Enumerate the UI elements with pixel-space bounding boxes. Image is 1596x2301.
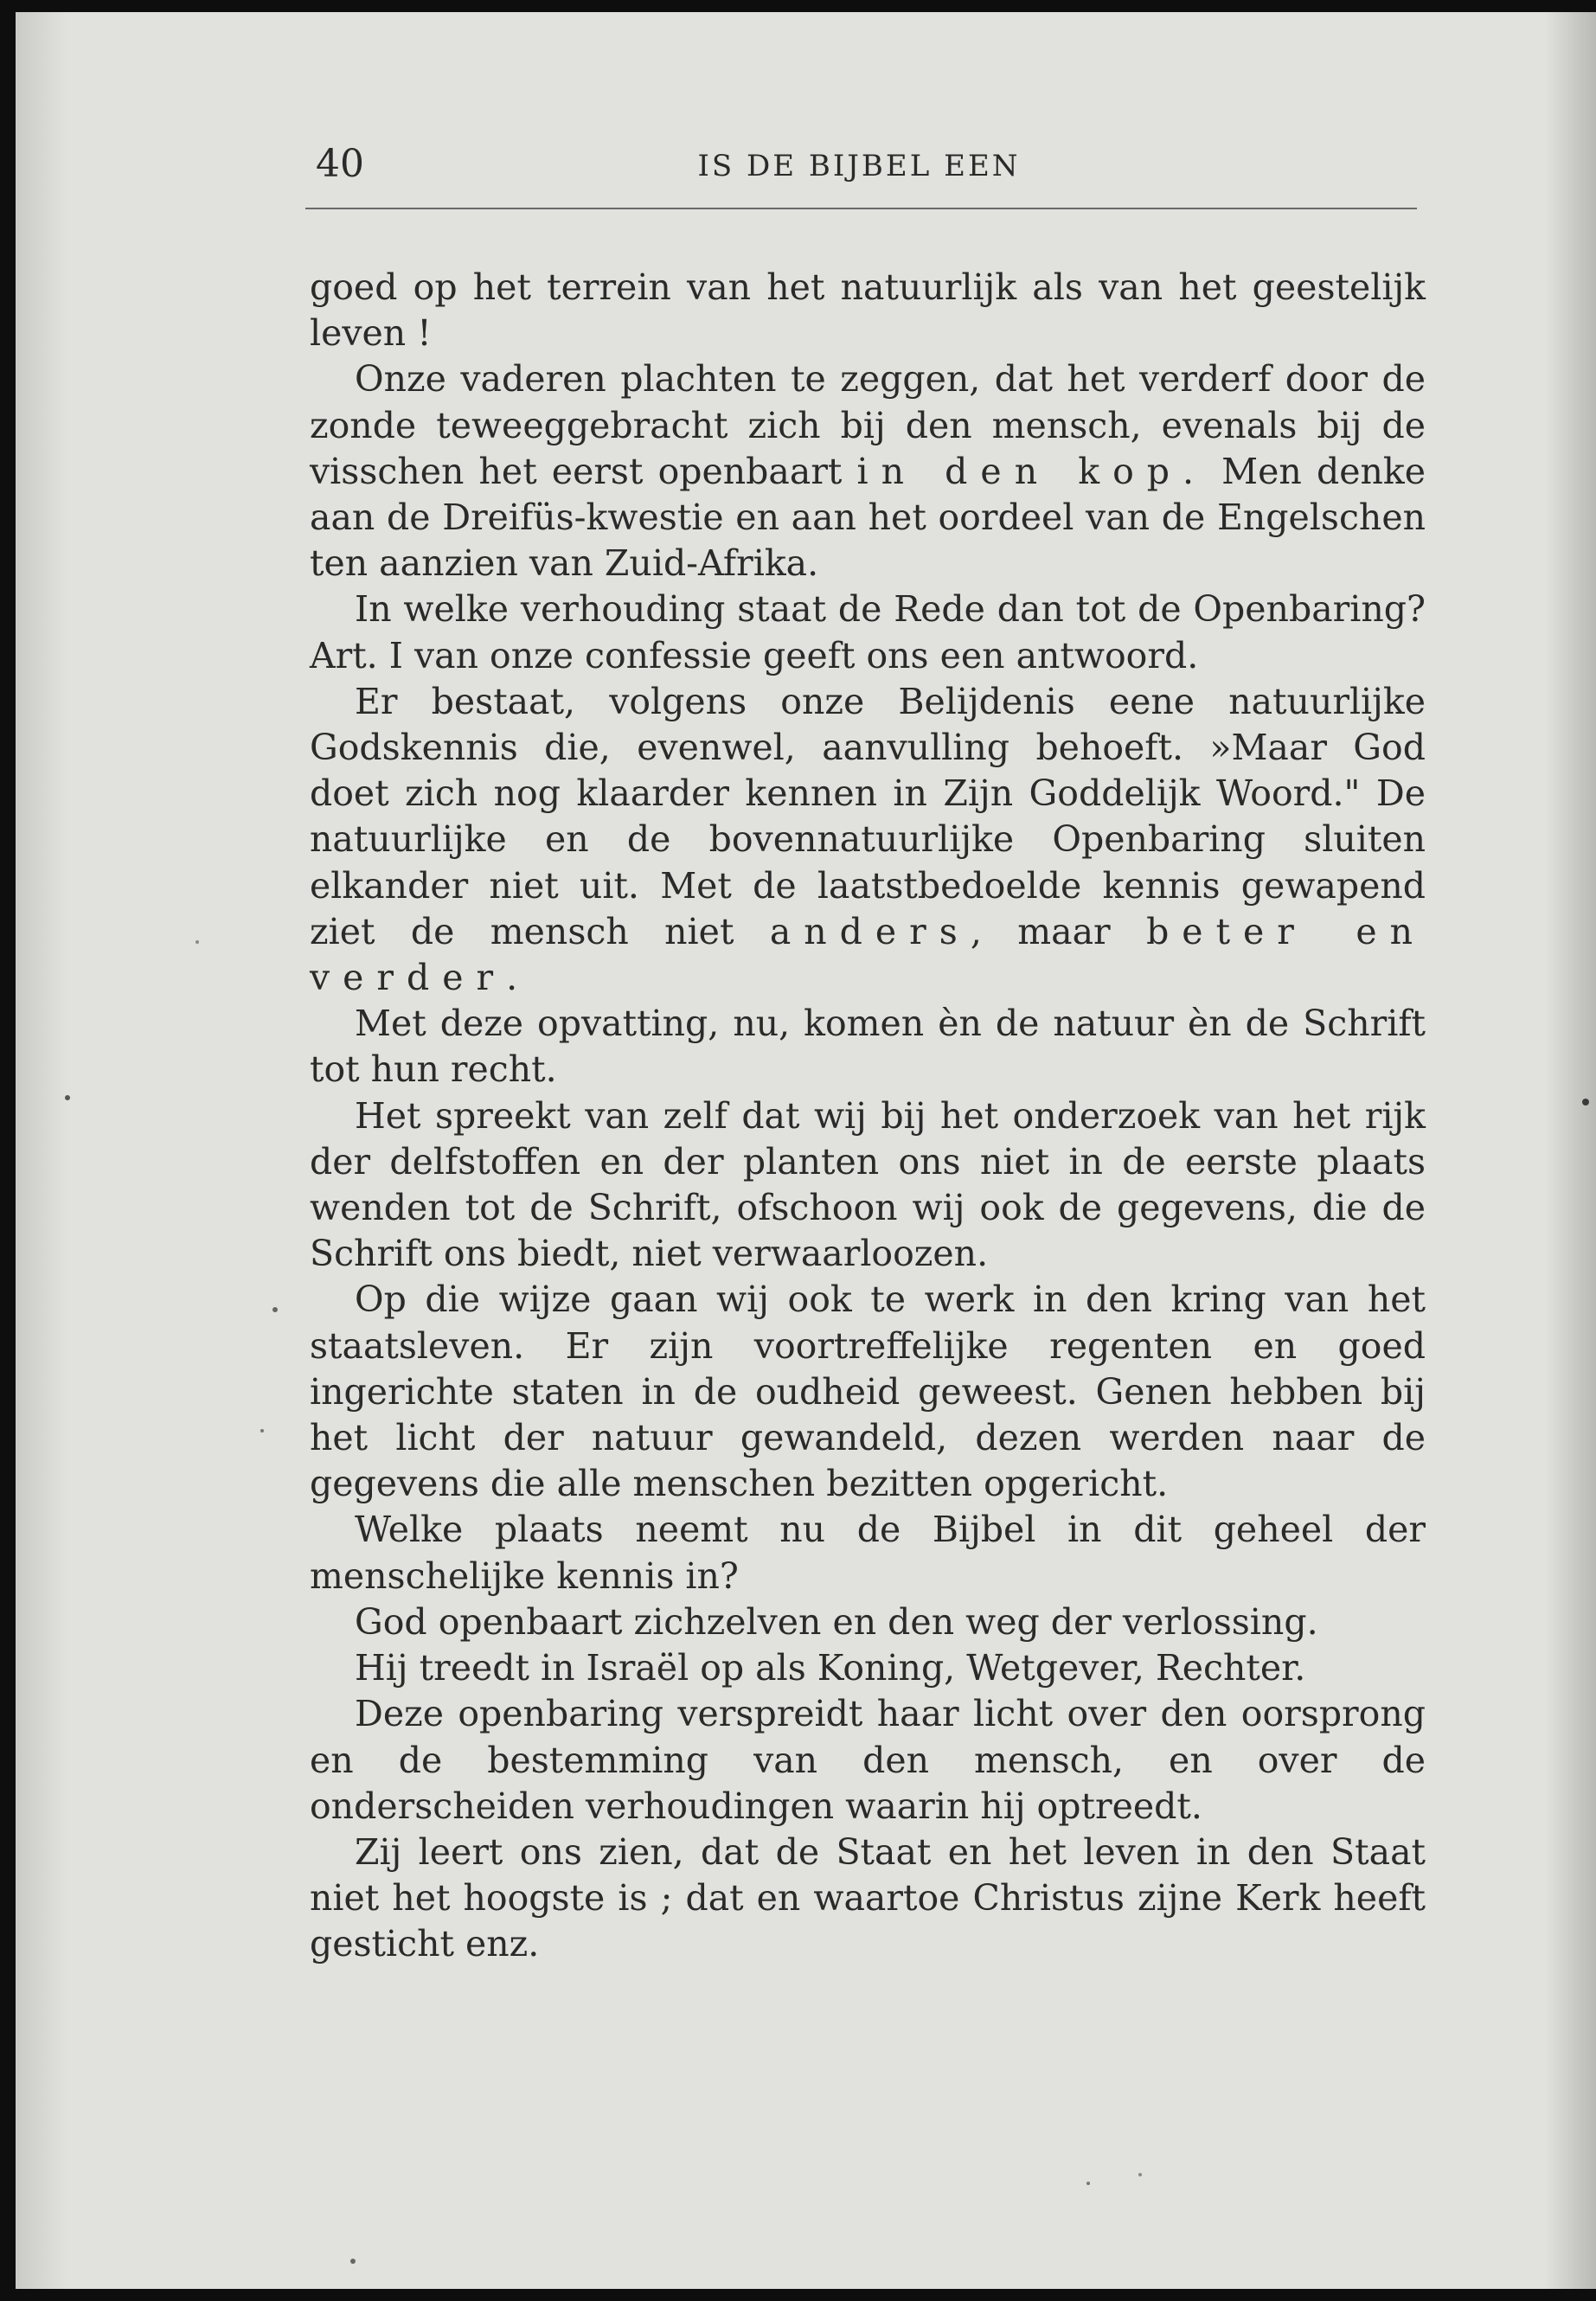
emphasis-spaced: in den kop. <box>856 450 1208 492</box>
paper-specks <box>16 12 1596 2289</box>
page-number: 40 <box>316 142 364 186</box>
paragraph-7: Op die wijze gaan wij ook te werk in den kring van het staatsleven. Er zijn voortreffelijke regenten en goed ingerichte staten in de oudheid geweest. Genen hebben bij het licht der natuur gewandeld, dezen werden naar de gegevens die alle menschen bezitten opgericht. <box>310 1279 1426 1505</box>
running-title: IS DE BIJBEL EEN <box>697 149 1021 183</box>
paragraph-2: Onze vaderen plachten te zeggen, dat het verderf door de zonde teweeggebracht zich bij den mensch, evenals bij de visschen het eerst openbaart in den kop. Men denke aan de Dreifüs-kwestie en aan het oordeel van de Engelschen ten aanzien van Zuid-Afrika. <box>310 358 1426 585</box>
book-page <box>16 12 1596 2289</box>
speck <box>65 1095 70 1100</box>
speck <box>272 1307 278 1312</box>
paragraph-9: God openbaart zichzelven en den weg der verlossing. <box>355 1600 1318 1643</box>
emphasis-spaced: beter en verder <box>310 910 1426 999</box>
paragraph-1: goed op het terrein van het natuurlijk als van het geestelijk leven ! <box>310 266 1426 355</box>
emphasis-spaced: anders <box>769 910 971 952</box>
paragraph-6: Het spreekt van zelf dat wij bij het onderzoek van het rijk der delfstoffen en der planten ons niet in de eerste plaats wenden tot de Schrift, ofschoon wij ook de gegevens, die de Schrift ons biedt, niet verwaarloozen. <box>310 1094 1426 1275</box>
speck <box>1582 1099 1589 1106</box>
paragraph-3: In welke verhouding staat de Rede dan tot de Openbaring? Art. I van onze confessie geeft ons een antwoord. <box>310 588 1426 676</box>
paragraph-5: Met deze opvatting, nu, komen èn de natuur èn de Schrift tot hun recht. <box>310 1003 1426 1091</box>
speck <box>1086 2182 1090 2185</box>
paragraph-8: Welke plaats neemt nu de Bijbel in dit geheel der menschelijke kennis in? <box>310 1509 1426 1597</box>
paragraph-11: Deze openbaring verspreidt haar licht over den oorsprong en de bestemming van den mensch, en over de onderscheiden verhoudingen waarin hij optreedt. <box>310 1693 1426 1827</box>
speck <box>260 1429 264 1433</box>
speck <box>350 2259 356 2264</box>
speck <box>1138 2173 1142 2176</box>
paragraph-10: Hij treedt in Israël op als Koning, Wetgever, Rechter. <box>355 1647 1306 1689</box>
paragraph-12: Zij leert ons zien, dat de Staat en het leven in den Staat niet het hoogste is ; dat en waartoe Christus zijne Kerk heeft gesticht enz. <box>310 1830 1426 1965</box>
speck <box>195 940 199 944</box>
paragraph-4: Er bestaat, volgens onze Belijdenis eene natuurlijke Godskennis die, evenwel, aanvulling behoeft. »Maar God doet zich nog klaarder kennen in Zijn Goddelijk Woord." De natuurlijke en de bovennatuurlijke Openbaring sluiten elkander niet uit. Met de laatstbedoelde kennis gewapend ziet de mensch niet anders, maar beter en verder. <box>310 680 1426 999</box>
